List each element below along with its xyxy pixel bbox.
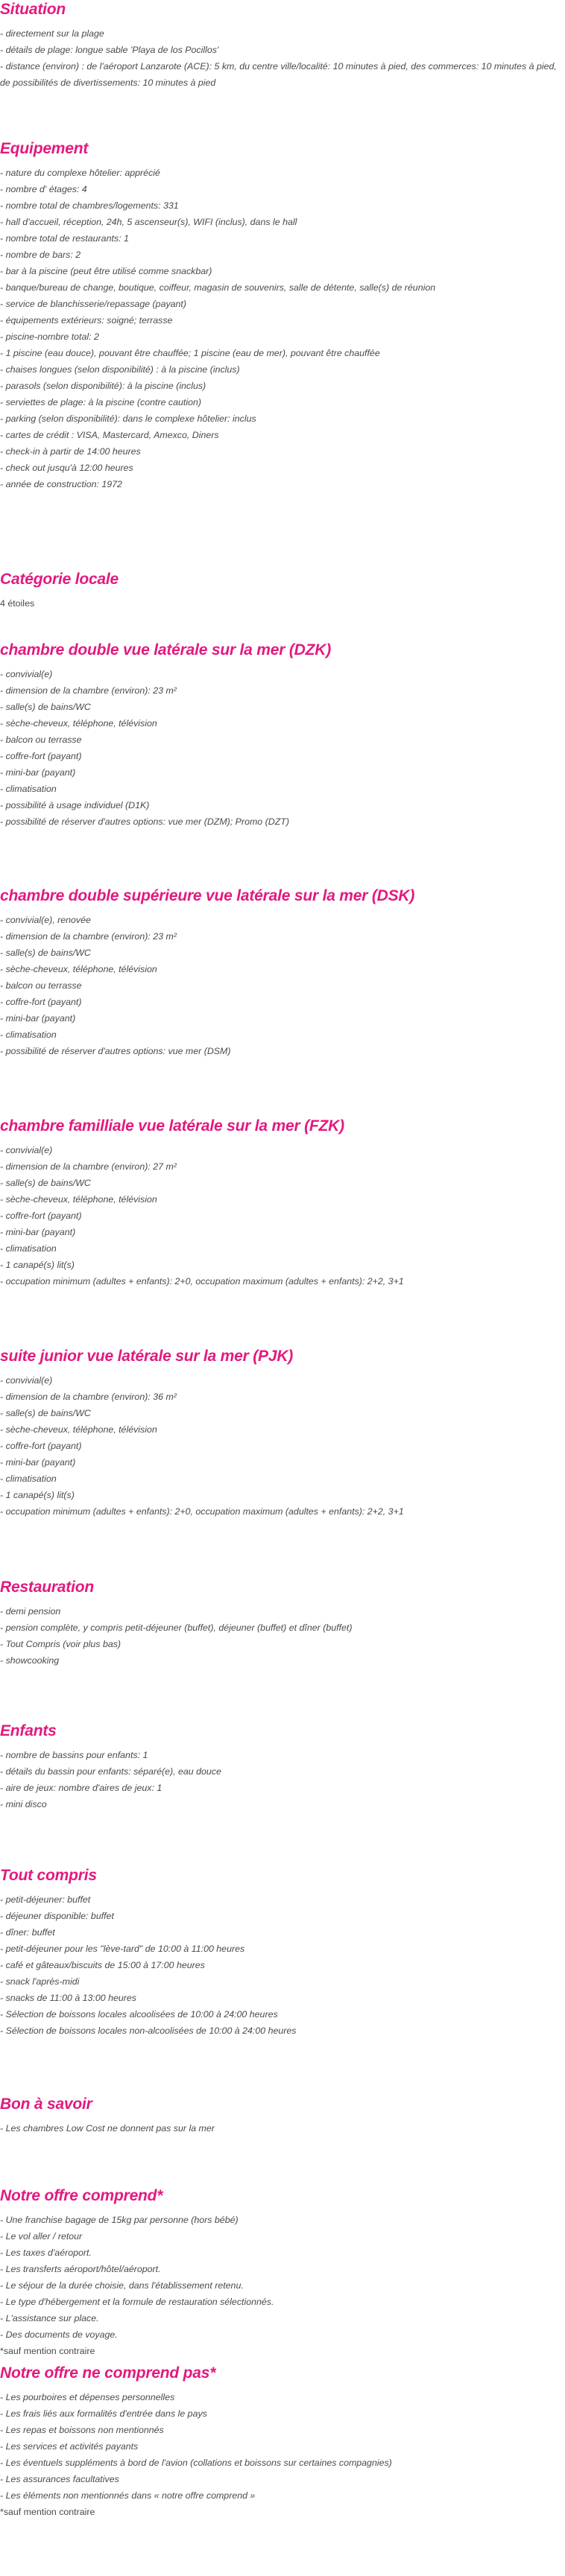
list-item: - serviettes de plage: à la piscine (contre caution) [0,397,201,407]
section-title: chambre double supérieure vue latérale sur la mer (DSK) [0,887,415,904]
list-item: - 1 canapé(s) lit(s) [0,1260,75,1270]
list-item: - Les frais liés aux formalités d'entrée dans le pays [0,2408,207,2419]
list-item: - climatisation [0,1030,57,1040]
list-item: - check out jusqu'à 12:00 heures [0,463,133,473]
list-item: - L'assistance sur place. [0,2313,99,2323]
list-item: - Sélection de boissons locales non-alcoolisées de 10:00 à 24:00 heures [0,2025,297,2036]
list-item: - aire de jeux: nombre d'aires de jeux: 1 [0,1783,162,1793]
list-item: - convivial(e) [0,1145,53,1155]
list-item: - climatisation [0,784,57,794]
section-title: suite junior vue latérale sur la mer (PJK) [0,1348,294,1365]
list-item: - pension complète, y compris petit-déjeuner (buffet), déjeuner (buffet) et dîner (buffet) [0,1622,353,1633]
list-item: - chaises longues (selon disponibilité) : à la piscine (inclus) [0,364,240,375]
list-item: - check-in à partir de 14:00 heures [0,446,141,457]
list-item: - convivial(e), renovée [0,915,91,925]
list-item: - Le vol aller / retour [0,2231,83,2242]
list-item: - déjeuner disponible: buffet [0,1911,114,1921]
section-title: Situation [0,1,66,18]
list-item: - dimension de la chambre (environ): 23 m² [0,685,177,696]
list-item: - nombre total de chambres/logements: 331 [0,200,179,211]
section-offre-comprend [0,2186,561,2359]
section-title: Catégorie locale [0,571,119,588]
section-title: Restauration [0,1579,94,1596]
section-room-dsk [0,886,561,1059]
list-item: - convivial(e) [0,1375,53,1386]
list-item: - dimension de la chambre (environ): 36 m² [0,1392,177,1402]
list-item: - Les chambres Low Cost ne donnent pas sur la mer [0,2123,215,2134]
list-item: - possibilité de réserver d'autres options: vue mer (DZM); Promo (DZT) [0,816,289,827]
list-item: - détails du bassin pour enfants: séparé(e), eau douce [0,1766,221,1777]
list-item: - nombre d' étages: 4 [0,184,87,194]
section-lines [0,2120,561,2136]
list-item: - Les services et activités payants [0,2441,139,2452]
list-item: - Les transferts aéroport/hôtel/aéroport. [0,2264,161,2274]
section-lines [0,1747,561,1812]
list-item: - climatisation [0,1243,57,1254]
list-item: - mini-bar (payant) [0,767,76,778]
list-item: - service de blanchisserie/repassage (payant) [0,299,187,309]
list-item: - nombre de bars: 2 [0,250,81,260]
list-item: - parking (selon disponibilité): dans le complexe hôtelier: inclus [0,413,256,424]
list-item: - snack l'après-midi [0,1976,80,1987]
list-item: - mini-bar (payant) [0,1013,76,1024]
list-item: - cartes de crédit : VISA, Mastercard, Amexco, Diners [0,430,219,440]
list-item: - Une franchise bagage de 15kg par personne (hors bébé) [0,2215,239,2225]
section-lines [0,1891,561,2039]
list-item: - mini disco [0,1799,47,1809]
list-item: - possibilité de réserver d'autres options: vue mer (DSM) [0,1046,231,1056]
category-rating: 4 étoiles [0,598,35,609]
list-item: - occupation minimum (adultes + enfants): 2+0, occupation maximum (adultes + enfants): 2+2, 3+1 [0,1276,404,1287]
section-lines [0,1142,561,1289]
list-item: - café et gâteaux/biscuits de 15:00 à 17:00 heures [0,1960,205,1970]
section-lines [0,595,561,612]
list-item: - balcon ou terrasse [0,980,82,991]
section-lines [0,25,561,91]
section-title: chambre double vue latérale sur la mer (DZK) [0,641,332,659]
section-title: Equipement [0,140,89,157]
list-item: - distance (environ) : de l'aéroport Lanzarote (ACE): 5 km, du centre ville/localité: 10 minutes à pied, des commerces: 10 minutes à pied, de possibilités de divertissements: 10 minutes à pied [0,61,557,88]
list-item: - détails de plage: longue sable 'Playa de los Pocillos' [0,45,219,55]
list-item: - salle(s) de bains/WC [0,1408,91,1418]
list-item: - dimension de la chambre (environ): 23 m² [0,931,177,942]
section-equipement [0,139,561,492]
list-item: - équipements extérieurs: soigné; terrasse [0,315,173,326]
section-lines [0,165,561,492]
list-item: - Les pourboires et dépenses personnelles [0,2392,175,2402]
footnote: *sauf mention contraire [0,2507,95,2517]
section-title: chambre familliale vue latérale sur la mer (FZK) [0,1117,344,1135]
list-item: - salle(s) de bains/WC [0,1178,91,1188]
list-item: - salle(s) de bains/WC [0,948,91,958]
list-item: - dimension de la chambre (environ): 27 m² [0,1161,177,1172]
list-item: - hall d'accueil, réception, 24h, 5 ascenseur(s), WIFI (inclus), dans le hall [0,217,297,227]
list-item: - Le séjour de la durée choisie, dans l'établissement retenu. [0,2280,244,2291]
section-lines [0,666,561,830]
section-bon-a-savoir [0,2095,561,2136]
list-item: - coffre-fort (payant) [0,1441,82,1451]
section-tout-compris [0,1866,561,2039]
section-lines [0,1372,561,1520]
section-room-fzk [0,1117,561,1289]
list-item: - bar à la piscine (peut être utilisé comme snackbar) [0,266,212,276]
section-enfants [0,1722,561,1812]
section-lines [0,2212,561,2359]
section-title: Tout compris [0,1867,97,1884]
list-item: - parasols (selon disponibilité): à la piscine (inclus) [0,381,206,391]
list-item: - année de construction: 1972 [0,479,122,489]
list-item: - Les repas et boissons non mentionnés [0,2425,164,2435]
list-item: - sèche-cheveux, téléphone, télévision [0,1194,157,1205]
section-room-dzk [0,641,561,830]
list-item: - convivial(e) [0,669,53,679]
list-item: - 1 canapé(s) lit(s) [0,1490,75,1500]
list-item: - sèche-cheveux, téléphone, télévision [0,1424,157,1435]
section-categorie-locale [0,570,561,612]
list-item: - possibilité à usage individuel (D1K) [0,800,150,810]
list-item: - dîner: buffet [0,1927,55,1938]
section-title: Bon à savoir [0,2096,92,2113]
list-item: - coffre-fort (payant) [0,1211,82,1221]
list-item: - nombre de bassins pour enfants: 1 [0,1750,148,1760]
footnote: *sauf mention contraire [0,2346,95,2356]
section-lines [0,1603,561,1669]
list-item: - demi pension [0,1606,61,1617]
section-room-pjk [0,1347,561,1520]
list-item: - balcon ou terrasse [0,735,82,745]
list-item: - mini-bar (payant) [0,1227,76,1237]
section-lines [0,2389,561,2520]
list-item: - snacks de 11:00 à 13:00 heures [0,1993,136,2003]
list-item: - climatisation [0,1473,57,1484]
list-item: - piscine-nombre total: 2 [0,331,99,342]
section-situation [0,0,561,91]
list-item: - coffre-fort (payant) [0,997,82,1007]
list-item: - directement sur la plage [0,28,104,39]
section-offre-ne-comprend-pas [0,2364,561,2520]
list-item: - Des documents de voyage. [0,2329,118,2340]
list-item: - showcooking [0,1655,60,1666]
list-item: - Tout Compris (voir plus bas) [0,1639,121,1649]
list-item: - nature du complexe hôtelier: apprécié [0,168,160,178]
list-item: - Le type d'hébergement et la formule de restauration sélectionnés. [0,2297,274,2307]
section-title: Notre offre comprend* [0,2187,163,2204]
list-item: - sèche-cheveux, téléphone, télévision [0,718,157,729]
list-item: - Sélection de boissons locales alcoolisées de 10:00 à 24:00 heures [0,2009,278,2020]
list-item: - nombre total de restaurants: 1 [0,233,129,244]
list-item: - Les taxes d'aéroport. [0,2247,92,2258]
list-item: - sèche-cheveux, téléphone, télévision [0,964,157,974]
list-item: - petit-déjeuner: buffet [0,1894,91,1905]
section-title: Notre offre ne comprend pas* [0,2364,216,2382]
section-restauration [0,1578,561,1669]
list-item: - banque/bureau de change, boutique, coiffeur, magasin de souvenirs, salle de détente, salle(s) de réunion [0,282,436,293]
list-item: - Les éléments non mentionnés dans « notre offre comprend » [0,2490,256,2501]
list-item: - 1 piscine (eau douce), pouvant être chauffée; 1 piscine (eau de mer), pouvant être chauffée [0,348,380,358]
section-title: Enfants [0,1722,57,1739]
list-item: - Les éventuels suppléments à bord de l'avion (collations et boissons sur certaines compagnies) [0,2458,392,2468]
list-item: - mini-bar (payant) [0,1457,76,1468]
list-item: - occupation minimum (adultes + enfants): 2+0, occupation maximum (adultes + enfants): 2+2, 3+1 [0,1506,404,1517]
list-item: - Les assurances facultatives [0,2474,119,2484]
list-item: - coffre-fort (payant) [0,751,82,761]
list-item: - salle(s) de bains/WC [0,702,91,712]
list-item: - petit-déjeuner pour les "lève-tard" de 10:00 à 11:00 heures [0,1944,245,1954]
section-lines [0,912,561,1059]
